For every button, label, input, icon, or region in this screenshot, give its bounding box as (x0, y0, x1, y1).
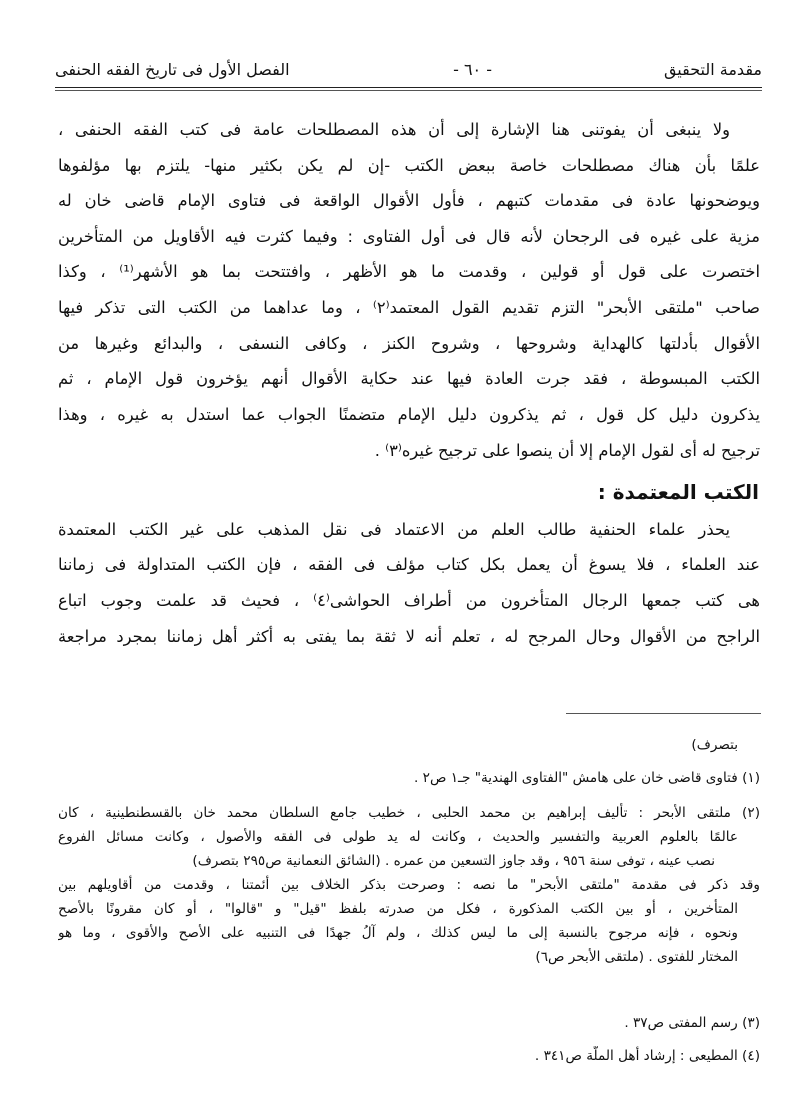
text-line: يحذر علماء الحنفية طالب العلم من الاعتماد فى نقل المذهب على غير الكتب المعتمدة (58, 520, 730, 539)
footnote-separator (566, 713, 761, 714)
footnote-3: (٣) رسم المفتى ص٣٧ . (624, 1015, 760, 1031)
footnote-4: (٤) المطيعى : إرشاد أهل الملّة ص٣٤١ . (534, 1048, 760, 1064)
header-section-title: مقدمة التحقيق (663, 60, 762, 79)
text-line: عند العلماء ، فلا يسوغ أن يعمل بكل كتاب مؤلف فى الفقه ، فإن الكتب المتداولة فى زماننا (58, 555, 760, 574)
text-line: صاحب "ملتقى الأبحر" التزم تقديم القول المعتمد⁽٢⁾ ، وما عداهما من الكتب التى تذكر فيها (58, 298, 760, 317)
text-line: الراجح من الأقوال وحال المرجح له ، تعلم أنه لا ثقة بما يفتى به أكثر أهل زماننا بمجرد مراجعة (58, 627, 760, 646)
text-line: ويوضحونها عادة فى مقدمات كتبهم ، فأول الأقوال الواقعة فى فتاوى الإمام قاضى خان له (58, 191, 760, 210)
header-rule-thin (55, 90, 762, 91)
footnote-2-line: ونحوه ، فإنه مرجوح بالنسبة إلى ما ليس كذلك ، ولم آلُ جهدًا فى التنبيه على الأصح والأقوى ، وما هو (58, 925, 738, 941)
text-line: هى كتب جمعها الرجال المتأخرون من أطراف الحواشى⁽٤⁾ ، فحيث قد علمت وجوب اتباع (58, 591, 760, 610)
footnote-2-line: وقد ذكر فى مقدمة "ملتقى الأبحر" ما نصه : وصرحت بذكر الخلاف بين أئمتنا ، وقدمت من أقاويلهم بين (58, 877, 760, 893)
text-line: يذكرون دليل كل قول ، ثم يذكرون دليل الإمام متضمنًا الجواب عما استدل به غيره ، وهذا (58, 405, 760, 424)
footnote-1: (١) فتاوى قاضى خان على هامش "الفتاوى الهندية" جـ١ ص٢ . (413, 770, 760, 786)
page-number: - ٦٠ - (453, 60, 492, 79)
footnote-2-line: المتأخرين ، أو بين الكتب المذكورة ، فكل من صدرته بلفظ "قيل" و "قالوا" ، أو كان مقرونًا بالأصح (58, 901, 738, 917)
footnote-2-line: المختار للفتوى . (ملتقى الأبحر ص٦) (535, 949, 738, 965)
text-line: ولا ينبغى أن يفوتنى هنا الإشارة إلى أن هذه المصطلحات عامة فى كتب الفقه الحنفى ، (58, 120, 730, 139)
text-line: مزية على غيره فى الرجحان لأنه قال فى أول الفتاوى : وفيما كثرت فيه الأقاويل من المتأخرين (58, 227, 760, 246)
header-chapter-title: الفصل الأول فى تاريخ الفقه الحنفى (55, 60, 290, 79)
section-heading: الكتب المعتمدة : (597, 480, 759, 504)
header-rule (55, 87, 762, 88)
text-line: الأقوال بأدلتها كالهداية وشروحها ، وشروح الكنز ، وكافى النسفى ، والبدائع وغيرها من (58, 334, 760, 353)
running-header (55, 60, 762, 86)
footnote-2-line: عالمًا بالعلوم العربية والتفسير والحديث ، وكانت له يد طولى فى الفقه والأصول ، وكانت مسائل الفروع (58, 829, 738, 845)
text-line: ترجيح له أى لقول الإمام إلا أن ينصوا على ترجيح غيره⁽٣⁾ . (374, 441, 760, 460)
text-line: علمًا بأن هناك مصطلحات خاصة ببعض الكتب -إن لم يكن بكثير منها- يلتزم بها مؤلفوها (58, 156, 760, 175)
text-line: اختصرت على قول أو قولين ، وقدمت ما هو الأظهر ، وافتتحت بما هو الأشهر⁽¹⁾ ، وكذا (58, 262, 760, 281)
text-line: الكتب المبسوطة ، فقد جرت العادة فيها عند حكاية الأقوال أنهم يؤخرون قول الإمام ، ثم (58, 369, 760, 388)
footnote-2-line: (٢) ملتقى الأبحر : تأليف إبراهيم بن محمد الحلبى ، خطيب جامع السلطان محمد خان بالقسطنطينية ، كان (58, 805, 760, 821)
footnote-2-line: نصب عينه ، توفى سنة ٩٥٦ ، وقد جاوز التسعين من عمره . (الشائق النعمانية ص٢٩٥ بتصرف) (192, 853, 715, 869)
footnote-continuation: بتصرف) (691, 737, 738, 753)
